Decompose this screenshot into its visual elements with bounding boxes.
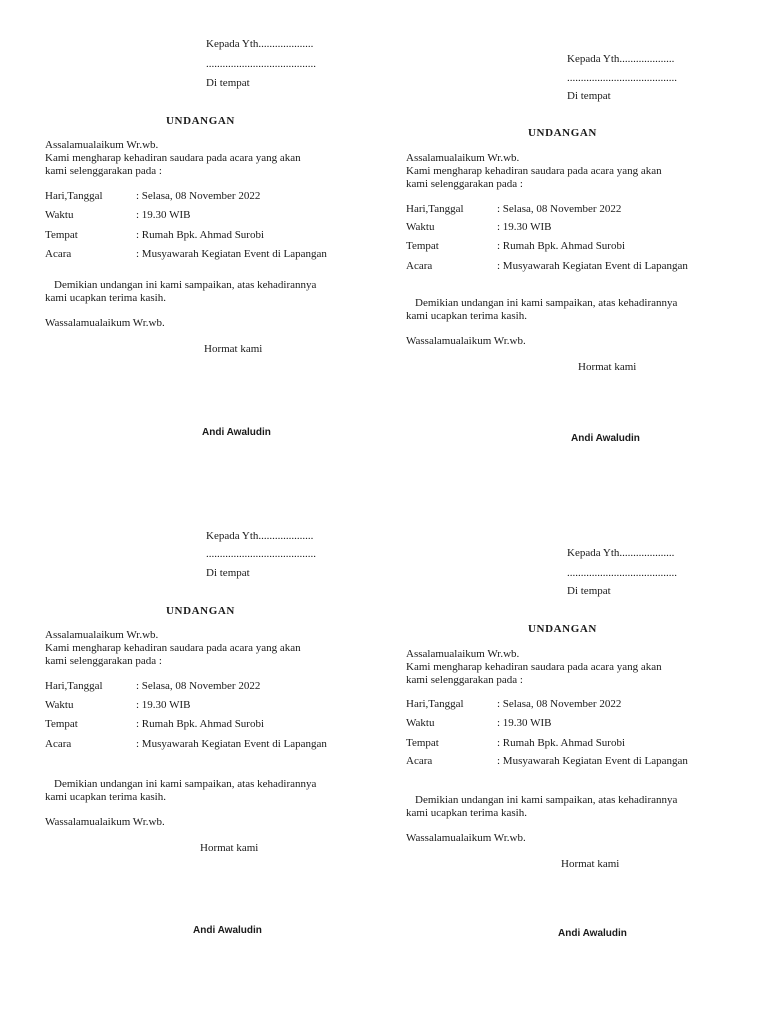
detail-value: : 19.30 WIB	[497, 717, 552, 729]
invitation-title: UNDANGAN	[166, 605, 235, 617]
detail-value: : Musyawarah Kegiatan Event di Lapangan	[497, 260, 688, 272]
detail-label: Acara	[45, 738, 72, 750]
detail-value: : Rumah Bpk. Ahmad Surobi	[136, 718, 265, 730]
intro-line-2: kami selenggarakan pada :	[406, 178, 523, 190]
detail-value: : Musyawarah Kegiatan Event di Lapangan	[497, 755, 688, 767]
detail-label: Tempat	[45, 229, 78, 241]
signer-name: Andi Awaludin	[558, 928, 627, 939]
signer-name: Andi Awaludin	[571, 433, 640, 444]
detail-value: : 19.30 WIB	[136, 699, 191, 711]
closing-line-1: Demikian undangan ini kami sampaikan, atas kehadirannya	[54, 778, 317, 790]
detail-label: Acara	[406, 755, 433, 767]
place-line: Di tempat	[567, 90, 611, 102]
invitation-title: UNDANGAN	[166, 115, 235, 127]
intro-line-1: Kami mengharap kehadiran saudara pada acara yang akan	[406, 661, 662, 673]
closing-line-2: kami ucapkan terima kasih.	[45, 791, 166, 803]
recipient-dots: ........................................	[567, 72, 677, 84]
regards: Hormat kami	[561, 858, 620, 870]
recipient-line: Kepada Yth....................	[206, 38, 314, 50]
detail-value: : 19.30 WIB	[497, 221, 552, 233]
detail-value: : Selasa, 08 November 2022	[497, 698, 622, 710]
invitation-card-top-right	[406, 53, 736, 523]
greeting: Assalamualaikum Wr.wb.	[406, 152, 520, 164]
detail-label: Hari,Tanggal	[406, 203, 464, 215]
invitation-title: UNDANGAN	[528, 623, 597, 635]
recipient-line: Kepada Yth....................	[567, 53, 675, 65]
intro-line-2: kami selenggarakan pada :	[406, 674, 523, 686]
place-line: Di tempat	[206, 77, 250, 89]
detail-label: Acara	[45, 248, 72, 260]
detail-value: : Musyawarah Kegiatan Event di Lapangan	[136, 738, 327, 750]
detail-value: : Selasa, 08 November 2022	[497, 203, 622, 215]
detail-value: : Selasa, 08 November 2022	[136, 680, 261, 692]
detail-label: Waktu	[406, 717, 435, 729]
closing-line-1: Demikian undangan ini kami sampaikan, atas kehadirannya	[415, 297, 678, 309]
detail-label: Waktu	[45, 699, 74, 711]
recipient-line: Kepada Yth....................	[567, 547, 675, 559]
greeting: Assalamualaikum Wr.wb.	[406, 648, 520, 660]
farewell: Wassalamualaikum Wr.wb.	[406, 335, 526, 347]
invitation-card-top-left	[45, 38, 375, 508]
closing-line-1: Demikian undangan ini kami sampaikan, atas kehadirannya	[415, 794, 678, 806]
invitation-title: UNDANGAN	[528, 127, 597, 139]
farewell: Wassalamualaikum Wr.wb.	[45, 816, 165, 828]
closing-line-2: kami ucapkan terima kasih.	[406, 807, 527, 819]
regards: Hormat kami	[200, 842, 259, 854]
signer-name: Andi Awaludin	[202, 427, 271, 438]
detail-label: Hari,Tanggal	[45, 190, 103, 202]
recipient-dots: ........................................	[206, 58, 316, 70]
closing-line-2: kami ucapkan terima kasih.	[45, 292, 166, 304]
detail-label: Hari,Tanggal	[45, 680, 103, 692]
regards: Hormat kami	[578, 361, 637, 373]
place-line: Di tempat	[206, 567, 250, 579]
farewell: Wassalamualaikum Wr.wb.	[406, 832, 526, 844]
detail-value: : Rumah Bpk. Ahmad Surobi	[497, 737, 626, 749]
recipient-dots: ........................................	[206, 548, 316, 560]
recipient-line: Kepada Yth....................	[206, 530, 314, 542]
detail-value: : Selasa, 08 November 2022	[136, 190, 261, 202]
detail-label: Tempat	[45, 718, 78, 730]
detail-value: : Rumah Bpk. Ahmad Surobi	[497, 240, 626, 252]
invitation-card-bottom-right	[406, 547, 736, 1017]
place-line: Di tempat	[567, 585, 611, 597]
detail-value: : Musyawarah Kegiatan Event di Lapangan	[136, 248, 327, 260]
greeting: Assalamualaikum Wr.wb.	[45, 629, 159, 641]
intro-line-1: Kami mengharap kehadiran saudara pada acara yang akan	[45, 642, 301, 654]
detail-label: Tempat	[406, 240, 439, 252]
detail-value: : 19.30 WIB	[136, 209, 191, 221]
regards: Hormat kami	[204, 343, 263, 355]
greeting: Assalamualaikum Wr.wb.	[45, 139, 159, 151]
closing-line-2: kami ucapkan terima kasih.	[406, 310, 527, 322]
signer-name: Andi Awaludin	[193, 925, 262, 936]
detail-label: Acara	[406, 260, 433, 272]
detail-label: Waktu	[45, 209, 74, 221]
farewell: Wassalamualaikum Wr.wb.	[45, 317, 165, 329]
detail-label: Hari,Tanggal	[406, 698, 464, 710]
intro-line-2: kami selenggarakan pada :	[45, 165, 162, 177]
detail-value: : Rumah Bpk. Ahmad Surobi	[136, 229, 265, 241]
closing-line-1: Demikian undangan ini kami sampaikan, atas kehadirannya	[54, 279, 317, 291]
detail-label: Waktu	[406, 221, 435, 233]
invitation-card-bottom-left	[45, 530, 375, 1000]
intro-line-1: Kami mengharap kehadiran saudara pada acara yang akan	[406, 165, 662, 177]
intro-line-2: kami selenggarakan pada :	[45, 655, 162, 667]
intro-line-1: Kami mengharap kehadiran saudara pada acara yang akan	[45, 152, 301, 164]
detail-label: Tempat	[406, 737, 439, 749]
recipient-dots: ........................................	[567, 567, 677, 579]
